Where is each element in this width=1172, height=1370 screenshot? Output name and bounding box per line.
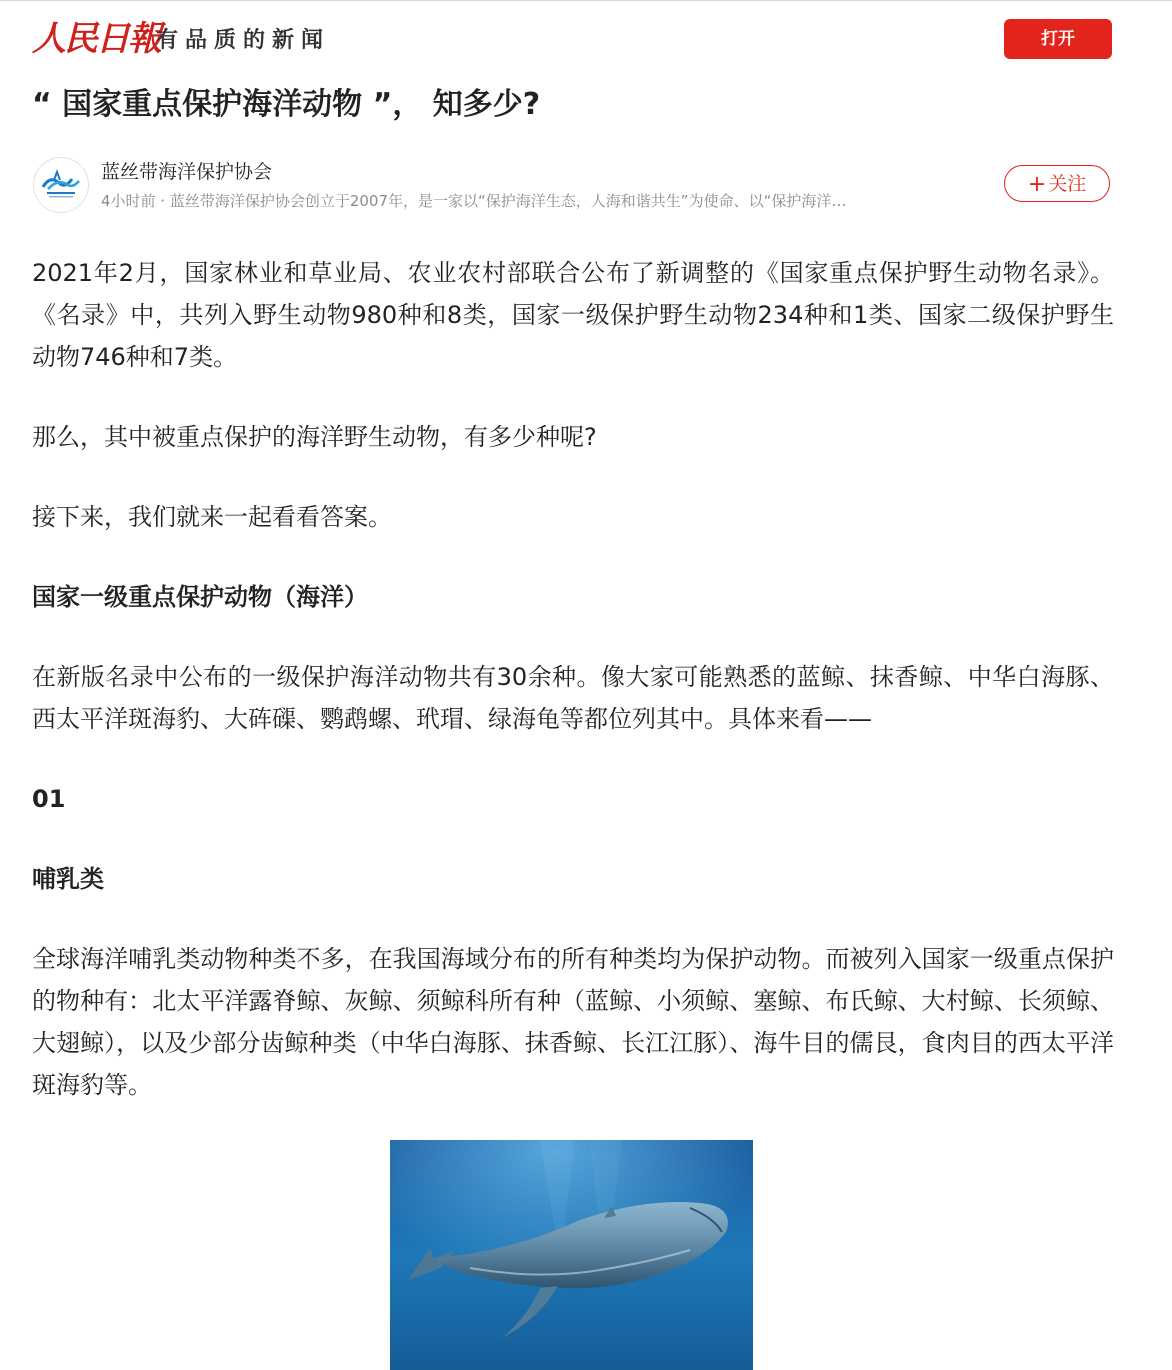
subsection-heading: 哺乳类	[32, 865, 104, 893]
author-logo-icon	[34, 158, 88, 212]
peoples-daily-logo[interactable]: 人民日報	[32, 19, 160, 59]
blue-whale-photo[interactable]	[390, 1140, 753, 1370]
whale-image-icon	[390, 1140, 753, 1370]
open-app-button[interactable]: 打开	[1004, 19, 1112, 59]
article-paragraph: 全球海洋哺乳类动物种类不多，在我国海域分布的所有种类均为保护动物。而被列入国家一级重点保护的物种有：北太平洋露脊鲸、灰鲸、须鲸科所有种（蓝鲸、小须鲸、塞鲸、布氏鲸、大村鲸、长须鲸、大翅鲸），以及少部分齿鲸种类（中华白海豚、抹香鲸、长江江豚）、海牛目的儒艮，食肉目的西太平洋斑海豹等。	[32, 945, 1114, 1099]
top-bar	[0, 1, 1172, 81]
author-meta: 4小时前 · 蓝丝带海洋保护协会创立于2007年，是一家以“保护海洋生态，人海和谐共生”为使命、以“保护海洋…	[101, 192, 847, 210]
article-paragraph: 接下来，我们就来一起看看答案。	[32, 503, 392, 531]
follow-label: 关注	[1048, 173, 1087, 195]
article-paragraph: 那么，其中被重点保护的海洋野生动物，有多少种呢?	[32, 423, 597, 451]
article-paragraph: 在新版名录中公布的一级保护海洋动物共有30余种。像大家可能熟悉的蓝鲸、抹香鲸、中华白海豚、西太平洋斑海豹、大砗磲、鹦鹉螺、玳瑁、绿海龟等都位列其中。具体来看——	[32, 663, 1114, 733]
article-title: “ 国家重点保护海洋动物 ”， 知多少?	[32, 87, 541, 122]
plus-icon: +	[1027, 172, 1047, 197]
article-paragraph: 2021年2月，国家林业和草业局、农业农村部联合公布了新调整的《国家重点保护野生动物名录》。《名录》中，共列入野生动物980种和8类，国家一级保护野生动物234种和1类、国家二级保护野生动物746种和7类。	[32, 259, 1114, 371]
author-name[interactable]: 蓝丝带海洋保护协会	[101, 161, 273, 183]
brand-slogan: 有品质的新闻	[156, 27, 331, 53]
author-avatar[interactable]	[33, 157, 89, 213]
section-heading: 国家一级重点保护动物（海洋）	[32, 583, 368, 611]
section-number: 01	[32, 785, 66, 813]
follow-button[interactable]	[1004, 165, 1110, 202]
article-body	[32, 252, 1114, 1144]
